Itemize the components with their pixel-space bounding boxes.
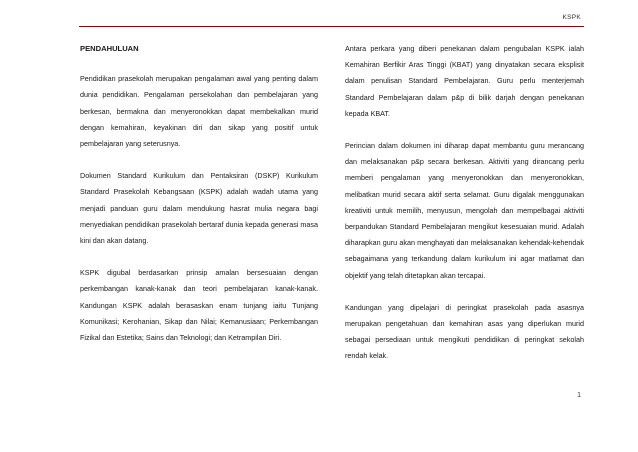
header-divider [79, 26, 584, 27]
paragraph: Perincian dalam dokumen ini diharap dapat membantu guru merancang dan melaksanakan p&p secara berkesan. Aktiviti yang dirancang perlu memberi pengalaman yang menyeronokkan dan menyeronokkan, melibatkan murid secara aktif serta selamat. Guru digalak menggunakan kreativiti untuk memilih, menyusun, mengolah dan mempelbagai aktiviti berpandukan Standard Pembelajaran mengikut kesesuaian murid. Adalah diharapkan guru akan menghayati dan melaksanakan kehendak-kehendak sebagaimana yang terkandung dalam kurikulum ini agar matlamat dan objektif yang telah ditetapkan akan tercapai. [345, 141, 584, 280]
paragraph: Pendidikan prasekolah merupakan pengalaman awal yang penting dalam dunia pendidikan. Pengalaman persekolahan dan pembelajaran yang berkesan, bermakna dan menyeronokkan dapat membekalkan murid dengan kemahiran, keyakinan diri dan sikap yang positif untuk pembelajaran yang seterusnya. [80, 74, 318, 149]
right-column [345, 41, 584, 381]
left-column [80, 41, 318, 362]
paragraph: KSPK digubal berdasarkan prinsip amalan bersesuaian dengan perkembangan kanak-kanak dan teori pembelajaran kanak-kanak. Kandungan KSPK adalah berasaskan enam tunjang iaitu Tunjang Komunikasi; Kerohanian, Sikap dan Nilai; Kemanusiaan; Perkembangan Fizikal dan Estetika; Sains dan Teknologi; dan Ketrampilan Diri. [80, 268, 318, 343]
section-heading: PENDAHULUAN [80, 44, 139, 53]
page-number: 1 [577, 392, 581, 399]
header-label: KSPK [562, 14, 581, 21]
paragraph: Antara perkara yang diberi penekanan dalam pengubalan KSPK ialah Kemahiran Berfikir Aras Tinggi (KBAT) yang dinyatakan secara eksplisit dalam penulisan Standard Pembelajaran. Guru perlu menterjemah Standard Pembelajaran dalam p&p di bilik darjah dengan penekanan kepada KBAT. [345, 44, 584, 118]
paragraph: Kandungan yang dipelajari di peringkat prasekolah pada asasnya merupakan pengetahuan dan kemahiran asas yang diperlukan murid sebagai persediaan untuk mengikuti pendidikan di peringkat sekolah rendah kelak. [345, 302, 584, 361]
paragraph: Dokumen Standard Kurikulum dan Pentaksiran (DSKP) Kurikulum Standard Prasekolah Kebangsaan (KSPK) adalah wadah utama yang menjadi panduan guru dalam mendukung hasrat mulia negara bagi menyediakan pendidikan prasekolah bertaraf dunia kepada generasi masa kini dan akan datang. [80, 171, 318, 246]
